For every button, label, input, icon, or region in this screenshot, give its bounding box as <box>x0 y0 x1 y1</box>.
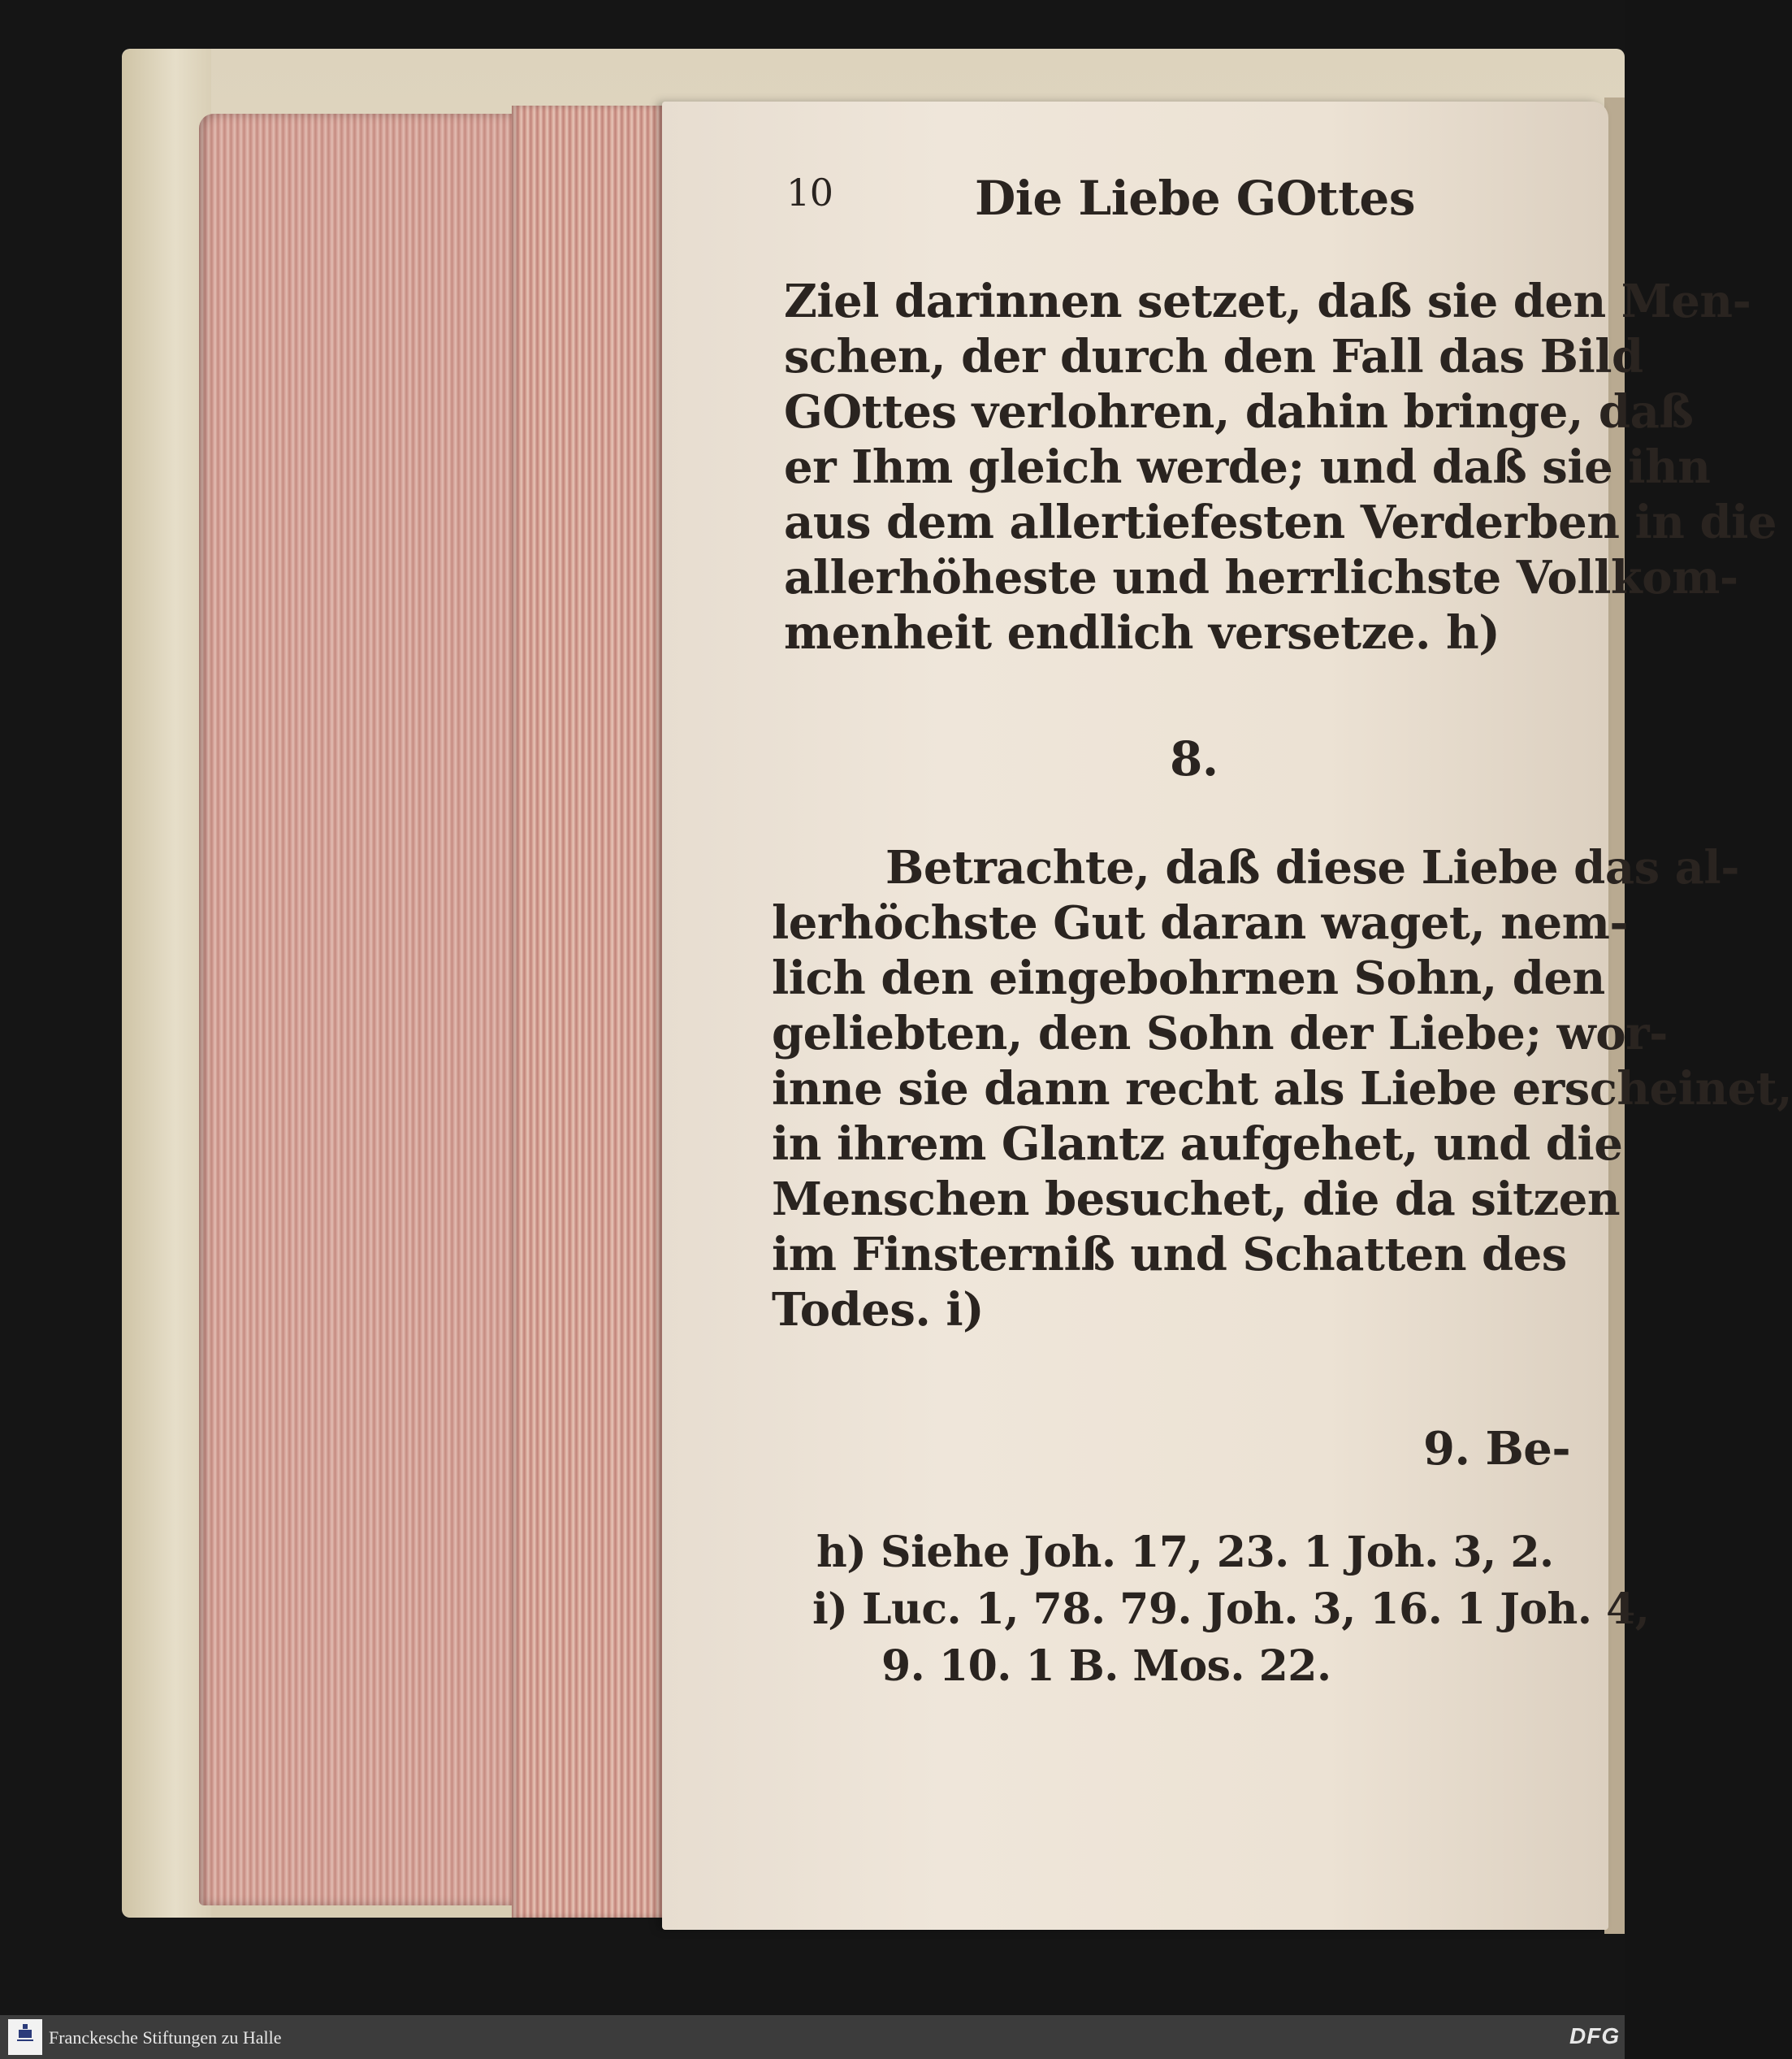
institution-label: Franckesche Stiftungen zu Halle <box>49 2027 282 2048</box>
catchword: 9. Be- <box>1423 1422 1571 1476</box>
paragraph-1-line: menheit endlich versetze. h) <box>784 606 1500 660</box>
paragraph-1-line: schen, der durch den Fall das Bild <box>784 330 1643 384</box>
paragraph-2-line: lerhöchste Gut daran waget, nem- <box>772 896 1629 950</box>
paragraph-1-line: GOttes verlohren, dahin bringe, daß <box>784 385 1694 439</box>
page-stack-edge <box>199 114 512 1905</box>
running-head: Die Liebe GOttes <box>975 171 1415 226</box>
paragraph-2-line: geliebten, den Sohn der Liebe; wor- <box>772 1007 1668 1060</box>
footnote-line: i) Luc. 1, 78. 79. Joh. 3, 16. 1 Joh. 4, <box>812 1584 1650 1634</box>
book-spine <box>122 49 211 1918</box>
foundation-logo-icon <box>15 2022 35 2044</box>
paragraph-1-line: aus dem allertiefesten Verderben in die <box>784 496 1777 549</box>
paragraph-2-line: lich den eingebohrnen Sohn, den <box>772 951 1605 1005</box>
paragraph-2-line: Betrachte, daß diese Liebe das al- <box>885 841 1739 895</box>
paragraph-2-line: inne sie dann recht als Liebe erscheinet, <box>772 1062 1792 1116</box>
dfg-logo: DFG <box>1569 2023 1621 2048</box>
paragraph-2-line: in ihrem Glantz aufgehet, und die <box>772 1117 1623 1171</box>
paragraph-1-line: Ziel darinnen setzet, daß sie den Men- <box>784 275 1751 328</box>
footnote-line: h) Siehe Joh. 17, 23. 1 Joh. 3, 2. <box>816 1528 1554 1577</box>
paragraph-2-line: im Finsterniß und Schatten des <box>772 1228 1567 1281</box>
paragraph-1-line: allerhöheste und herrlichste Vollkom- <box>784 551 1738 605</box>
section-number: 8. <box>1170 731 1218 787</box>
page-stack-edge-inner <box>512 106 674 1918</box>
footnote-line: 9. 10. 1 B. Mos. 22. <box>881 1641 1331 1691</box>
paragraph-2-line: Menschen besuchet, die da sitzen <box>772 1173 1621 1226</box>
paragraph-2-line: Todes. i) <box>772 1283 985 1337</box>
page-number: 10 <box>786 171 833 215</box>
paragraph-1-line: er Ihm gleich werde; und daß sie ihn <box>784 440 1711 494</box>
